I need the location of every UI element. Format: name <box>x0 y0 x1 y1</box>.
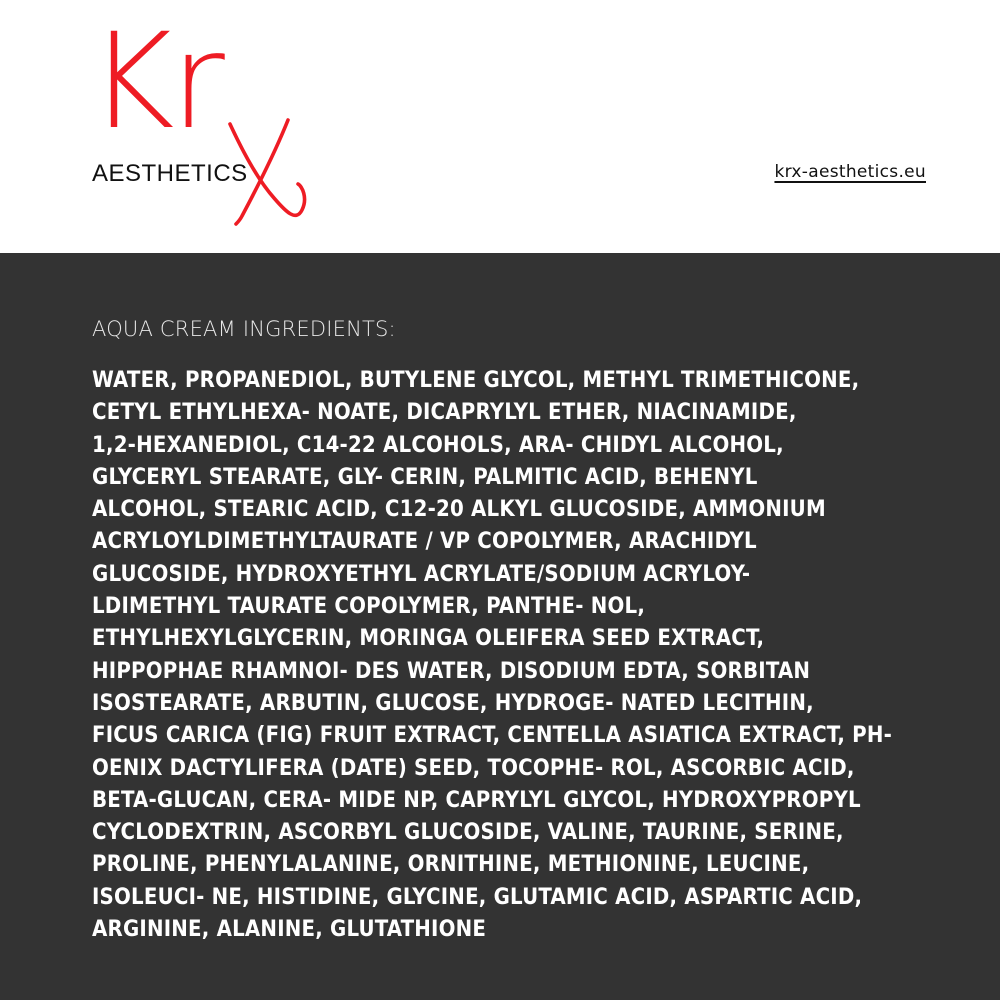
website-link[interactable]: krx-aesthetics.eu <box>774 162 926 182</box>
ingredients-line: OENIX DACTYLIFERA (DATE) SEED, TOCOPHE- ROL, ASCORBIC ACID, <box>92 755 855 781</box>
ingredients-line: WATER, PROPANEDIOL, BUTYLENE GLYCOL, METHYL TRIMETHICONE, <box>92 368 860 393</box>
ingredients-line: BETA-GLUCAN, CERA- MIDE NP, CAPRYLYL GLYCOL, HYDROXYPROPYL <box>92 787 861 813</box>
ingredients-line: ACRYLOYLDIMETHYLTAURATE / VP COPOLYMER, ARACHIDYL <box>92 529 757 555</box>
ingredients-line: 1,2-HEXANEDIOL, C14-22 ALCOHOLS, ARA- CHIDYL ALCOHOL, <box>92 432 784 458</box>
ingredients-line: ISOSTEARATE, ARBUTIN, GLUCOSE, HYDROGE- NATED LECITHIN, <box>92 690 814 716</box>
ingredients-line: CETYL ETHYLHEXA- NOATE, DICAPRYLYL ETHER, NIACINAMIDE, <box>92 400 797 426</box>
krx-aesthetics-logo <box>88 5 308 218</box>
ingredients-line: CYCLODEXTRIN, ASCORBYL GLUCOSIDE, VALINE, TAURINE, SERINE, <box>92 820 844 846</box>
logo-subtitle: AESTHETICS <box>92 160 248 187</box>
ingredients-line: LDIMETHYL TAURATE COPOLYMER, PANTHE- NOL, <box>92 594 646 620</box>
header <box>0 0 1000 253</box>
ingredients-line: ARGININE, ALANINE, GLUTATHIONE <box>92 917 487 943</box>
section-title: AQUA CREAM INGREDIENTS: <box>92 317 396 341</box>
ingredients-line: ETHYLHEXYLGLYCERIN, MORINGA OLEIFERA SEED EXTRACT, <box>92 626 765 652</box>
logo-wordmark: Kr <box>88 5 221 159</box>
ingredients-list <box>92 365 932 946</box>
ingredients-line: PROLINE, PHENYLALANINE, ORNITHINE, METHIONINE, LEUCINE, <box>92 852 810 878</box>
ingredients-line: GLUCOSIDE, HYDROXYETHYL ACRYLATE/SODIUM ACRYLOY- <box>92 561 751 587</box>
ingredients-line: FICUS CARICA (FIG) FRUIT EXTRACT, CENTELLA ASIATICA EXTRACT, PH- <box>92 723 893 749</box>
ingredients-panel <box>0 253 1000 1000</box>
ingredients-line: GLYCERYL STEARATE, GLY- CERIN, PALMITIC ACID, BEHENYL <box>92 464 758 490</box>
ingredients-line: HIPPOPHAE RHAMNOI- DES WATER, DISODIUM EDTA, SORBITAN <box>92 658 811 684</box>
ingredients-line: ALCOHOL, STEARIC ACID, C12-20 ALKYL GLUCOSIDE, AMMONIUM <box>92 497 826 523</box>
ingredients-line: ISOLEUCI- NE, HISTIDINE, GLYCINE, GLUTAMIC ACID, ASPARTIC ACID, <box>92 884 863 910</box>
